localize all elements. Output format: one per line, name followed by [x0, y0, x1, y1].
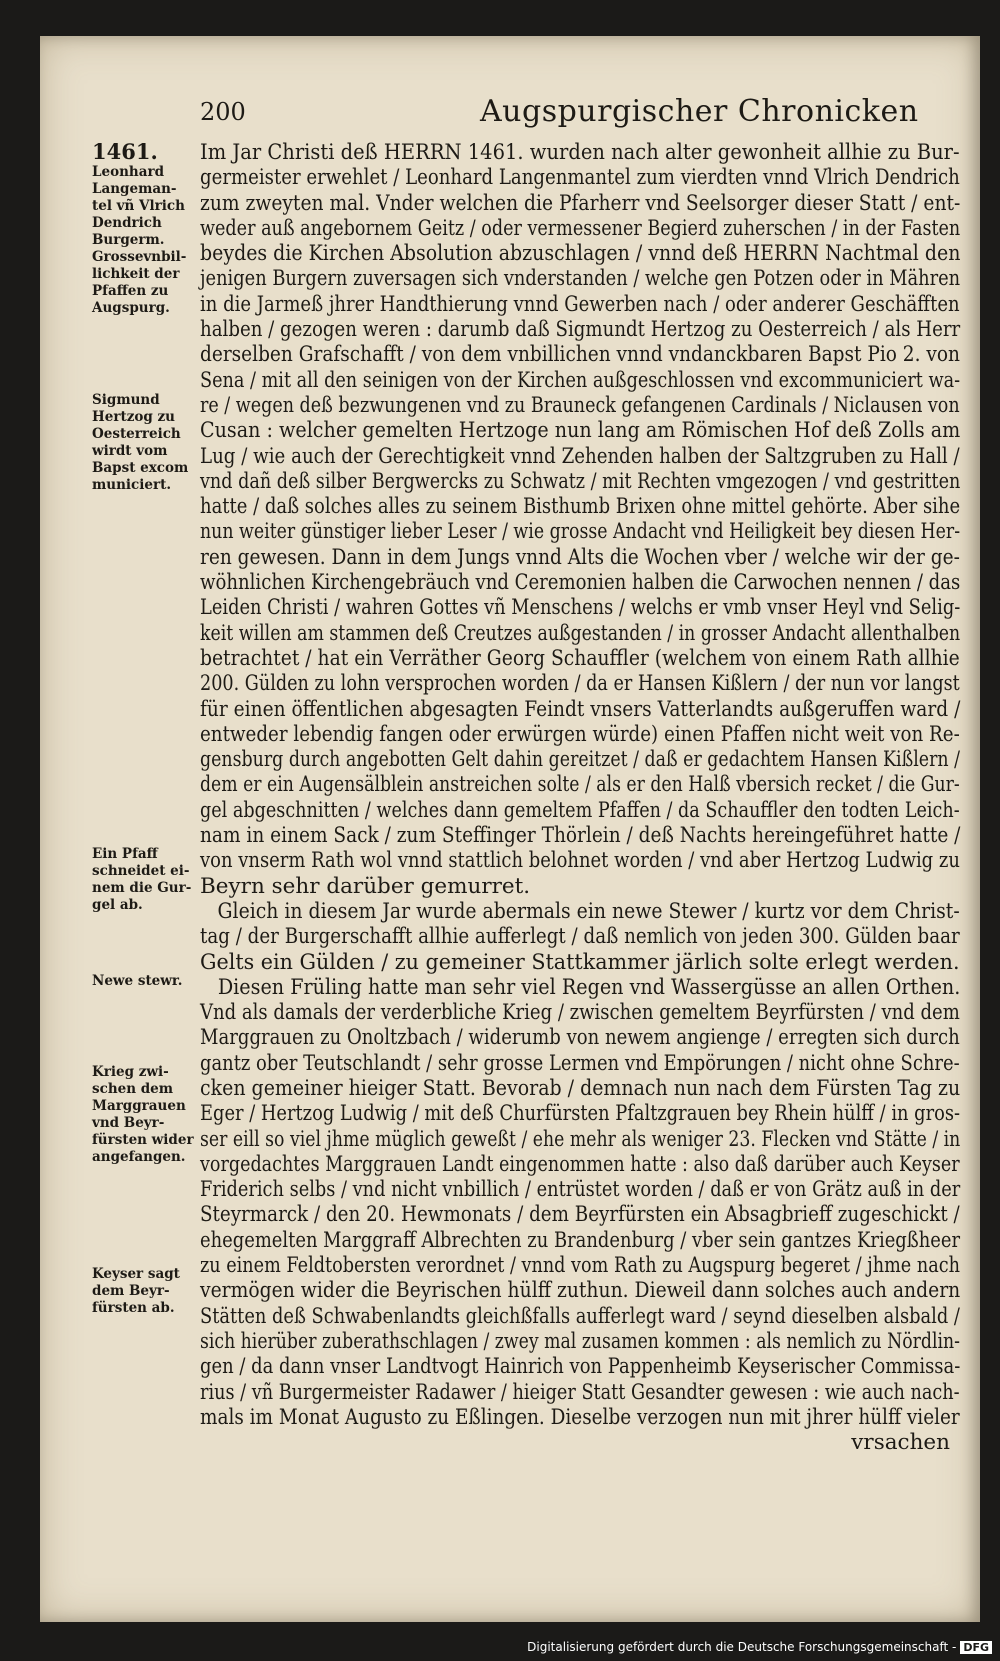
text-line: Cusan : welcher gemelten Hertzoge nun lang am Römischen Hof deß Zolls am	[200, 418, 961, 444]
note-line: fürsten ab.	[92, 1300, 175, 1316]
text-line: betrachtet / hat ein Verräther Georg Schauffler (welchem von einem Rath allhie	[200, 645, 960, 671]
note-line: wirdt vom	[92, 443, 168, 459]
note-line: Augspurg.	[92, 300, 170, 316]
text-line: wöhnlichen Kirchengebräuch vnd Ceremonien halben die Carwochen nennen / das	[200, 570, 961, 596]
note-line: Grossevnbil-	[92, 249, 187, 265]
text-line: vnd dañ deß silber Bergwercks zu Schwatz / mit Rechten vmgezogen / vnd gestritten	[200, 468, 961, 494]
note-line: schen dem	[92, 1081, 174, 1097]
text-line: zu einem Feldtobersten verordnet / vnnd vom Rath zu Augspurg begeret / jhme nach	[200, 1253, 960, 1279]
note-line: dem Beyr-	[92, 1283, 170, 1299]
text-line: halben / gezogen weren : darumb daß Sigmundt Hertzog zu Oesterreich / als Herr	[200, 317, 961, 343]
text-line: mals im Monat Augusto zu Eßlingen. Dieselbe verzogen nun mit jhrer hülff vieler	[200, 1404, 960, 1430]
dfg-logo: DFG	[960, 1641, 992, 1654]
text-line: in die Jarmeß jhrer Handthierung vnnd Gewerben nach / oder anderer Geschäfften	[200, 291, 960, 317]
text-line: Vnd als damals der verderbliche Krieg / zwischen gemeltem Beyrfürsten / vnd dem	[200, 1000, 960, 1026]
text-line: hatte / daß solches alles zu seinem Bisthumb Brixen ohne mittel gehörte. Aber sihe	[200, 494, 961, 520]
note-line: lichkeit der	[92, 266, 180, 282]
text-line: ehegemelten Marggraff Albrechten zu Brandenburg / vber sein gantzes Kriegßheer	[200, 1227, 961, 1253]
text-line: entweder lebendig fangen oder erwürgen würde) einen Pfaffen nicht weit von Re-	[200, 721, 960, 747]
text-line: dem er ein Augensälblein anstreichen solte / als er den Halß vbersich recket / die Gur-	[200, 772, 960, 798]
text-line: ser eill so viel jhme müglich geweßt / ehe mehr als weniger 23. Flecken vnd Stätte / in	[200, 1126, 961, 1152]
text-line: gen / da dann vnser Landtvogt Hainrich von Pappenheimb Keyserischer Commissa-	[200, 1354, 961, 1380]
note-line: Leonhard	[92, 164, 165, 180]
note-line: Langeman-	[92, 181, 177, 197]
text-line: beydes die Kirchen Absolution abzuschlagen / vnnd deß HERRN Nachtmal den	[200, 241, 961, 267]
text-line: Sena / mit all den seinigen von der Kirchen außgeschlossen vnd excommuniciert wa-	[200, 367, 961, 393]
note-line: Marggrauen	[92, 1098, 186, 1114]
footer-credit: Digitalisierung gefördert durch die Deutsche Forschungsgemeinschaft -	[527, 1640, 957, 1654]
text-line: jenigen Burgern zuversagen sich vnderstanden / welche gen Potzen oder in Mähren	[200, 266, 961, 292]
note-line: Keyser sagt	[92, 1266, 180, 1282]
text-line: sich hierüber zuberathschlagen / zwey mal zusamen kommen : als nemlich zu Nördlin-	[200, 1328, 960, 1354]
text-line: nam in einem Sack / zum Steffinger Thörlein / deß Nachts hereingeführet hatte /	[200, 823, 961, 849]
digitization-footer	[0, 1640, 1000, 1661]
text-line: Marggrauen zu Onoltzbach / widerumb von newem angienge / erregten sich durch	[200, 1025, 960, 1051]
text-line: Lug / wie auch der Gerechtigkeit vnnd Zehenden halben der Saltzgruben zu Hall /	[200, 443, 960, 469]
note-line: Krieg zwi-	[92, 1064, 169, 1080]
text-line: Gelts ein Gülden / zu gemeiner Stattkammer järlich solte erlegt werden.	[200, 949, 960, 975]
note-line: Sigmund	[92, 392, 160, 408]
note-line: gel ab.	[92, 897, 143, 913]
note-line: schneidet ei-	[92, 863, 190, 879]
note-line: municiert.	[92, 477, 172, 493]
text-line: gel abgeschnitten / welches dann gemeltem Pfaffen / da Schauffler den todten Leich-	[200, 797, 960, 823]
text-line: Gleich in diesem Jar wurde abermals ein newe Stewer / kurtz vor dem Christ-	[217, 898, 960, 924]
text-line: Steyrmarck / den 20. Hewmonats / dem Beyrfürsten ein Absagbrieff zugeschickt /	[200, 1202, 960, 1228]
note-line: Dendrich	[92, 215, 162, 231]
text-line: Eger / Hertzog Ludwig / mit deß Churfürsten Pfaltzgrauen bey Rhein hülff / in gros-	[200, 1101, 961, 1127]
text-line: weder auß angebornem Geitz / oder vermessener Begierd zuherschen / in der Fasten	[200, 215, 961, 241]
note-line: fürsten wider	[92, 1132, 194, 1148]
text-line: zum zweyten mal. Vnder welchen die Pfarherr vnd Seelsorger dieser Statt / ent-	[200, 190, 961, 216]
text-line: germeister erwehlet / Leonhard Langenmantel zum vierdten vnnd Vlrich Dendrich	[200, 165, 960, 191]
note-line: angefangen.	[92, 1149, 186, 1165]
running-title: Augspurgischer Chronicken	[480, 94, 919, 129]
text-line: rius / vñ Burgermeister Radawer / hieiger Statt Gesandter gewesen : wie auch nach-	[200, 1379, 960, 1405]
text-line: für einen öffentlichen abgesagten Feindt vnsers Vatterlandts außgeruffen ward /	[200, 696, 961, 722]
text-line: vrsachen	[851, 1430, 950, 1456]
text-line: ren gewesen. Dann in dem Jungs vnnd Alts die Wochen vber / welche wir der ge-	[200, 544, 960, 570]
text-line: Friderich selbs / vnd nicht vnbillich / entrüstet worden / daß er von Grätz auß in der	[200, 1177, 961, 1203]
text-line: Im Jar Christi deß HERRN 1461. wurden nach alter gewonheit allhie zu Bur-	[200, 140, 960, 165]
text-line: nun weiter günstiger lieber Leser / wie grosse Andacht vnd Heiligkeit bey diesen Her-	[200, 519, 961, 545]
note-line: Oesterreich	[92, 426, 181, 442]
note-line: tel vñ Vlrich	[92, 198, 185, 214]
text-line: tag / der Burgerschafft allhie aufferlegt / daß nemlich von jeden 300. Gülden baar	[200, 924, 960, 950]
note-line: 1461.	[92, 139, 158, 164]
note-line: Ein Pfaff	[92, 846, 158, 862]
text-line: 200. Gülden zu lohn versprochen worden / da er Hansen Kißlern / der nun vor langst	[200, 671, 960, 697]
text-line: gantz ober Teutschlandt / sehr grosse Lermen vnd Empörungen / nicht ohne Schre-	[200, 1050, 960, 1076]
text-line: vorgedachtes Marggrauen Landt eingenommen hatte : also daß darüber auch Keyser	[200, 1151, 960, 1177]
note-line: nem die Gur-	[92, 880, 192, 896]
note-line: Burgerm.	[92, 232, 165, 248]
text-line: re / wegen deß bezwungenen vnd zu Brauneck gefangenen Cardinals / Niclausen von	[200, 392, 960, 418]
note-line: Hertzog zu	[92, 409, 175, 425]
main-text-column	[200, 140, 960, 1455]
text-line: keit willen am stammen deß Creutzes außgestanden / in grosser Andacht allenthalben	[200, 620, 961, 646]
text-line: derselben Grafschafft / von dem vnbillichen vnnd vndanckbaren Bapst Pio 2. von	[200, 342, 960, 368]
text-line: Leiden Christi / wahren Gottes vñ Menschens / welchs er vmb vnser Heyl vnd Selig-	[200, 595, 961, 621]
document-page	[40, 36, 980, 1622]
text-line: von vnserm Rath wol vnnd stattlich belohnet worden / vnd aber Hertzog Ludwig zu	[200, 848, 960, 874]
note-line: Newe stewr.	[92, 973, 183, 989]
note-line: vnd Beyr-	[92, 1115, 165, 1131]
text-line: gensburg durch angebotten Gelt dahin gereitzet / daß er gedachtem Hansen Kißlern /	[200, 747, 960, 773]
text-line: Stätten deß Schwabenlandts gleichßfalls aufferlegt ward / seynd dieselben alsbald /	[200, 1303, 960, 1329]
note-line: Pfaffen zu	[92, 283, 169, 299]
text-line: vermögen wider die Beyrischen hülff zuthun. Dieweil dann solches auch andern	[200, 1278, 961, 1304]
page-number: 200	[200, 98, 246, 126]
note-line: Bapst excom	[92, 460, 189, 476]
text-line: Beyrn sehr darüber gemurret.	[200, 873, 531, 899]
text-line: cken gemeiner hieiger Statt. Bevorab / demnach nun nach dem Fürsten Tag zu	[200, 1075, 961, 1101]
text-line: Diesen Früling hatte man sehr viel Regen vnd Wassergüsse an allen Orthen.	[217, 974, 961, 1000]
